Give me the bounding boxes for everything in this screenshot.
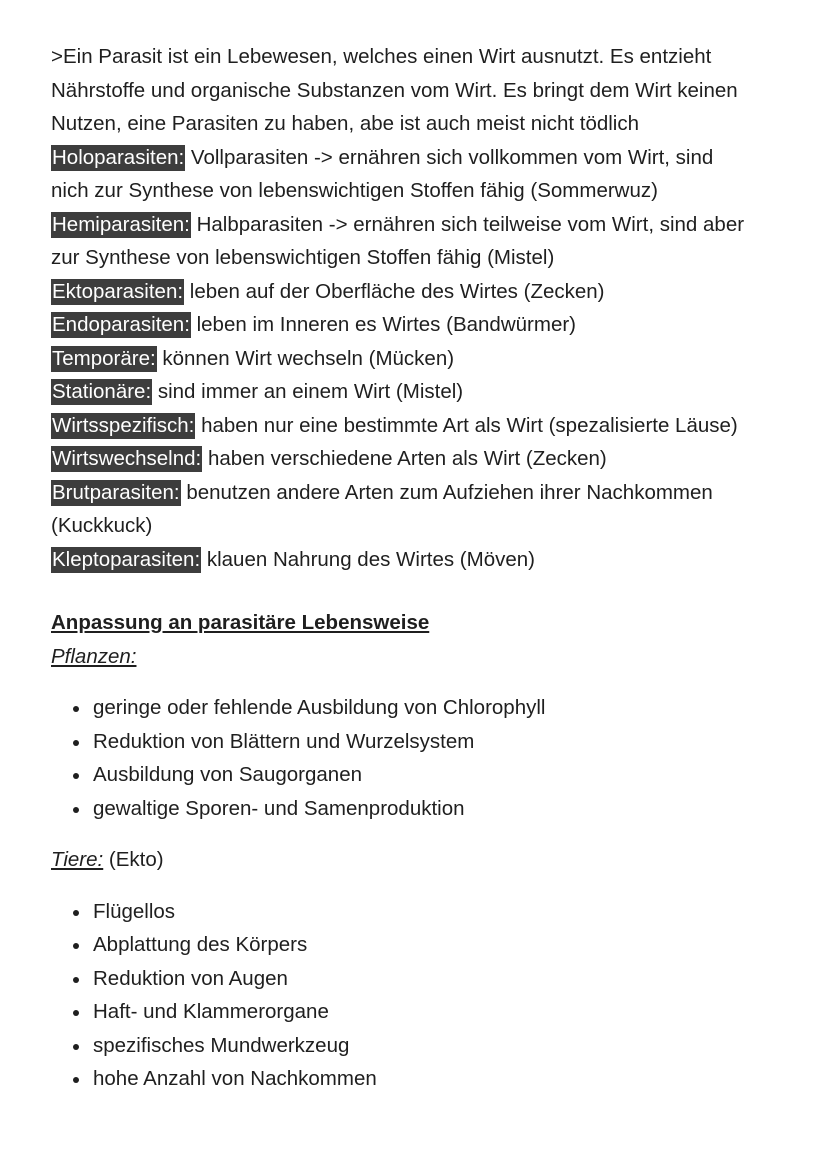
list-item: Abplattung des Körpers — [93, 928, 788, 962]
bullet-icon — [73, 740, 79, 746]
list-item: geringe oder fehlende Ausbildung von Chlorophyll — [93, 691, 788, 725]
plants-list — [51, 691, 788, 825]
list-item: hohe Anzahl von Nachkommen — [93, 1062, 788, 1096]
definition-continuation: nich zur Synthese von lebenswichtigen Stoffen fähig (Sommerwuz) — [51, 179, 658, 202]
term-highlight: Holoparasiten: — [52, 145, 185, 169]
definition-continuation: zur Synthese von lebenswichtigen Stoffen fähig (Mistel) — [51, 246, 555, 269]
animals-label: Tiere: — [51, 848, 104, 871]
bullet-icon — [73, 706, 79, 712]
term-highlight: Hemiparasiten: — [52, 212, 190, 236]
definition-text: können Wirt wechseln (Mücken) — [156, 346, 455, 370]
term-highlight: Temporäre: — [52, 346, 156, 370]
definition-holoparasiten — [51, 141, 788, 175]
term-highlight: Brutparasiten: — [52, 480, 180, 504]
section-heading: Anpassung an parasitäre Lebensweise — [51, 611, 430, 634]
definitions-list — [51, 141, 788, 577]
definition-text: haben nur eine bestimmte Art als Wirt (spezalisierte Läuse) — [195, 413, 738, 437]
definition-text: Vollparasiten -> ernähren sich vollkommen vom Wirt, sind — [185, 145, 714, 169]
intro-line: Nutzen, eine Parasiten zu haben, abe ist auch meist nicht tödlich — [51, 112, 640, 135]
definition-brutparasiten — [51, 476, 788, 510]
definition-hemiparasiten — [51, 208, 788, 242]
definition-wirtsspezifisch — [51, 409, 788, 443]
bullet-icon — [73, 1077, 79, 1083]
list-item: Flügellos — [93, 895, 788, 929]
animals-heading — [51, 843, 788, 877]
term-highlight: Kleptoparasiten: — [52, 547, 201, 571]
definition-stationaere — [51, 375, 788, 409]
definition-wirtswechselnd — [51, 442, 788, 476]
definition-text: Halbparasiten -> ernähren sich teilweise vom Wirt, sind aber — [190, 212, 745, 236]
definition-ektoparasiten — [51, 275, 788, 309]
bullet-icon — [73, 943, 79, 949]
plants-label: Pflanzen: — [51, 644, 137, 668]
definition-text: leben im Inneren es Wirtes (Bandwürmer) — [190, 313, 576, 336]
list-item: Reduktion von Augen — [93, 962, 788, 996]
list-item: Haft- und Klammerorgane — [93, 995, 788, 1029]
definition-kleptoparasiten — [51, 543, 788, 577]
term-highlight: Wirtsspezifisch: — [52, 413, 195, 437]
definition-continuation: (Kuckkuck) — [51, 514, 153, 537]
intro-line: Nährstoffe und organische Substanzen vom Wirt. Es bringt dem Wirt keinen — [51, 78, 738, 102]
intro-line: >Ein Parasit ist ein Lebewesen, welches einen Wirt ausnutzt. Es entzieht — [51, 45, 712, 68]
list-item: Reduktion von Blättern und Wurzelsystem — [93, 725, 788, 759]
plants-heading — [51, 640, 788, 674]
bullet-icon — [73, 910, 79, 916]
intro-paragraph — [51, 40, 788, 141]
animals-suffix: (Ekto) — [103, 848, 164, 871]
term-highlight: Ektoparasiten: — [52, 279, 184, 303]
term-highlight: Wirtswechselnd: — [52, 447, 202, 470]
definition-text: sind immer an einem Wirt (Mistel) — [152, 380, 464, 403]
term-highlight: Stationäre: — [52, 380, 152, 403]
list-item: gewaltige Sporen- und Samenproduktion — [93, 792, 788, 826]
bullet-icon — [73, 977, 79, 983]
bullet-icon — [73, 1044, 79, 1050]
bullet-icon — [73, 773, 79, 779]
definition-text: klauen Nahrung des Wirtes (Möven) — [201, 547, 535, 571]
term-highlight: Endoparasiten: — [52, 313, 190, 336]
definition-text: leben auf der Oberfläche des Wirtes (Zecken) — [184, 279, 605, 303]
definition-endoparasiten — [51, 308, 788, 342]
definition-text: haben verschiedene Arten als Wirt (Zecken) — [202, 447, 607, 470]
bullet-icon — [73, 1010, 79, 1016]
bullet-icon — [73, 807, 79, 813]
animals-list — [51, 895, 788, 1096]
definition-text: benutzen andere Arten zum Aufziehen ihrer Nachkommen — [180, 480, 713, 504]
list-item: Ausbildung von Saugorganen — [93, 758, 788, 792]
definition-temporaere — [51, 342, 788, 376]
list-item: spezifisches Mundwerkzeug — [93, 1029, 788, 1063]
